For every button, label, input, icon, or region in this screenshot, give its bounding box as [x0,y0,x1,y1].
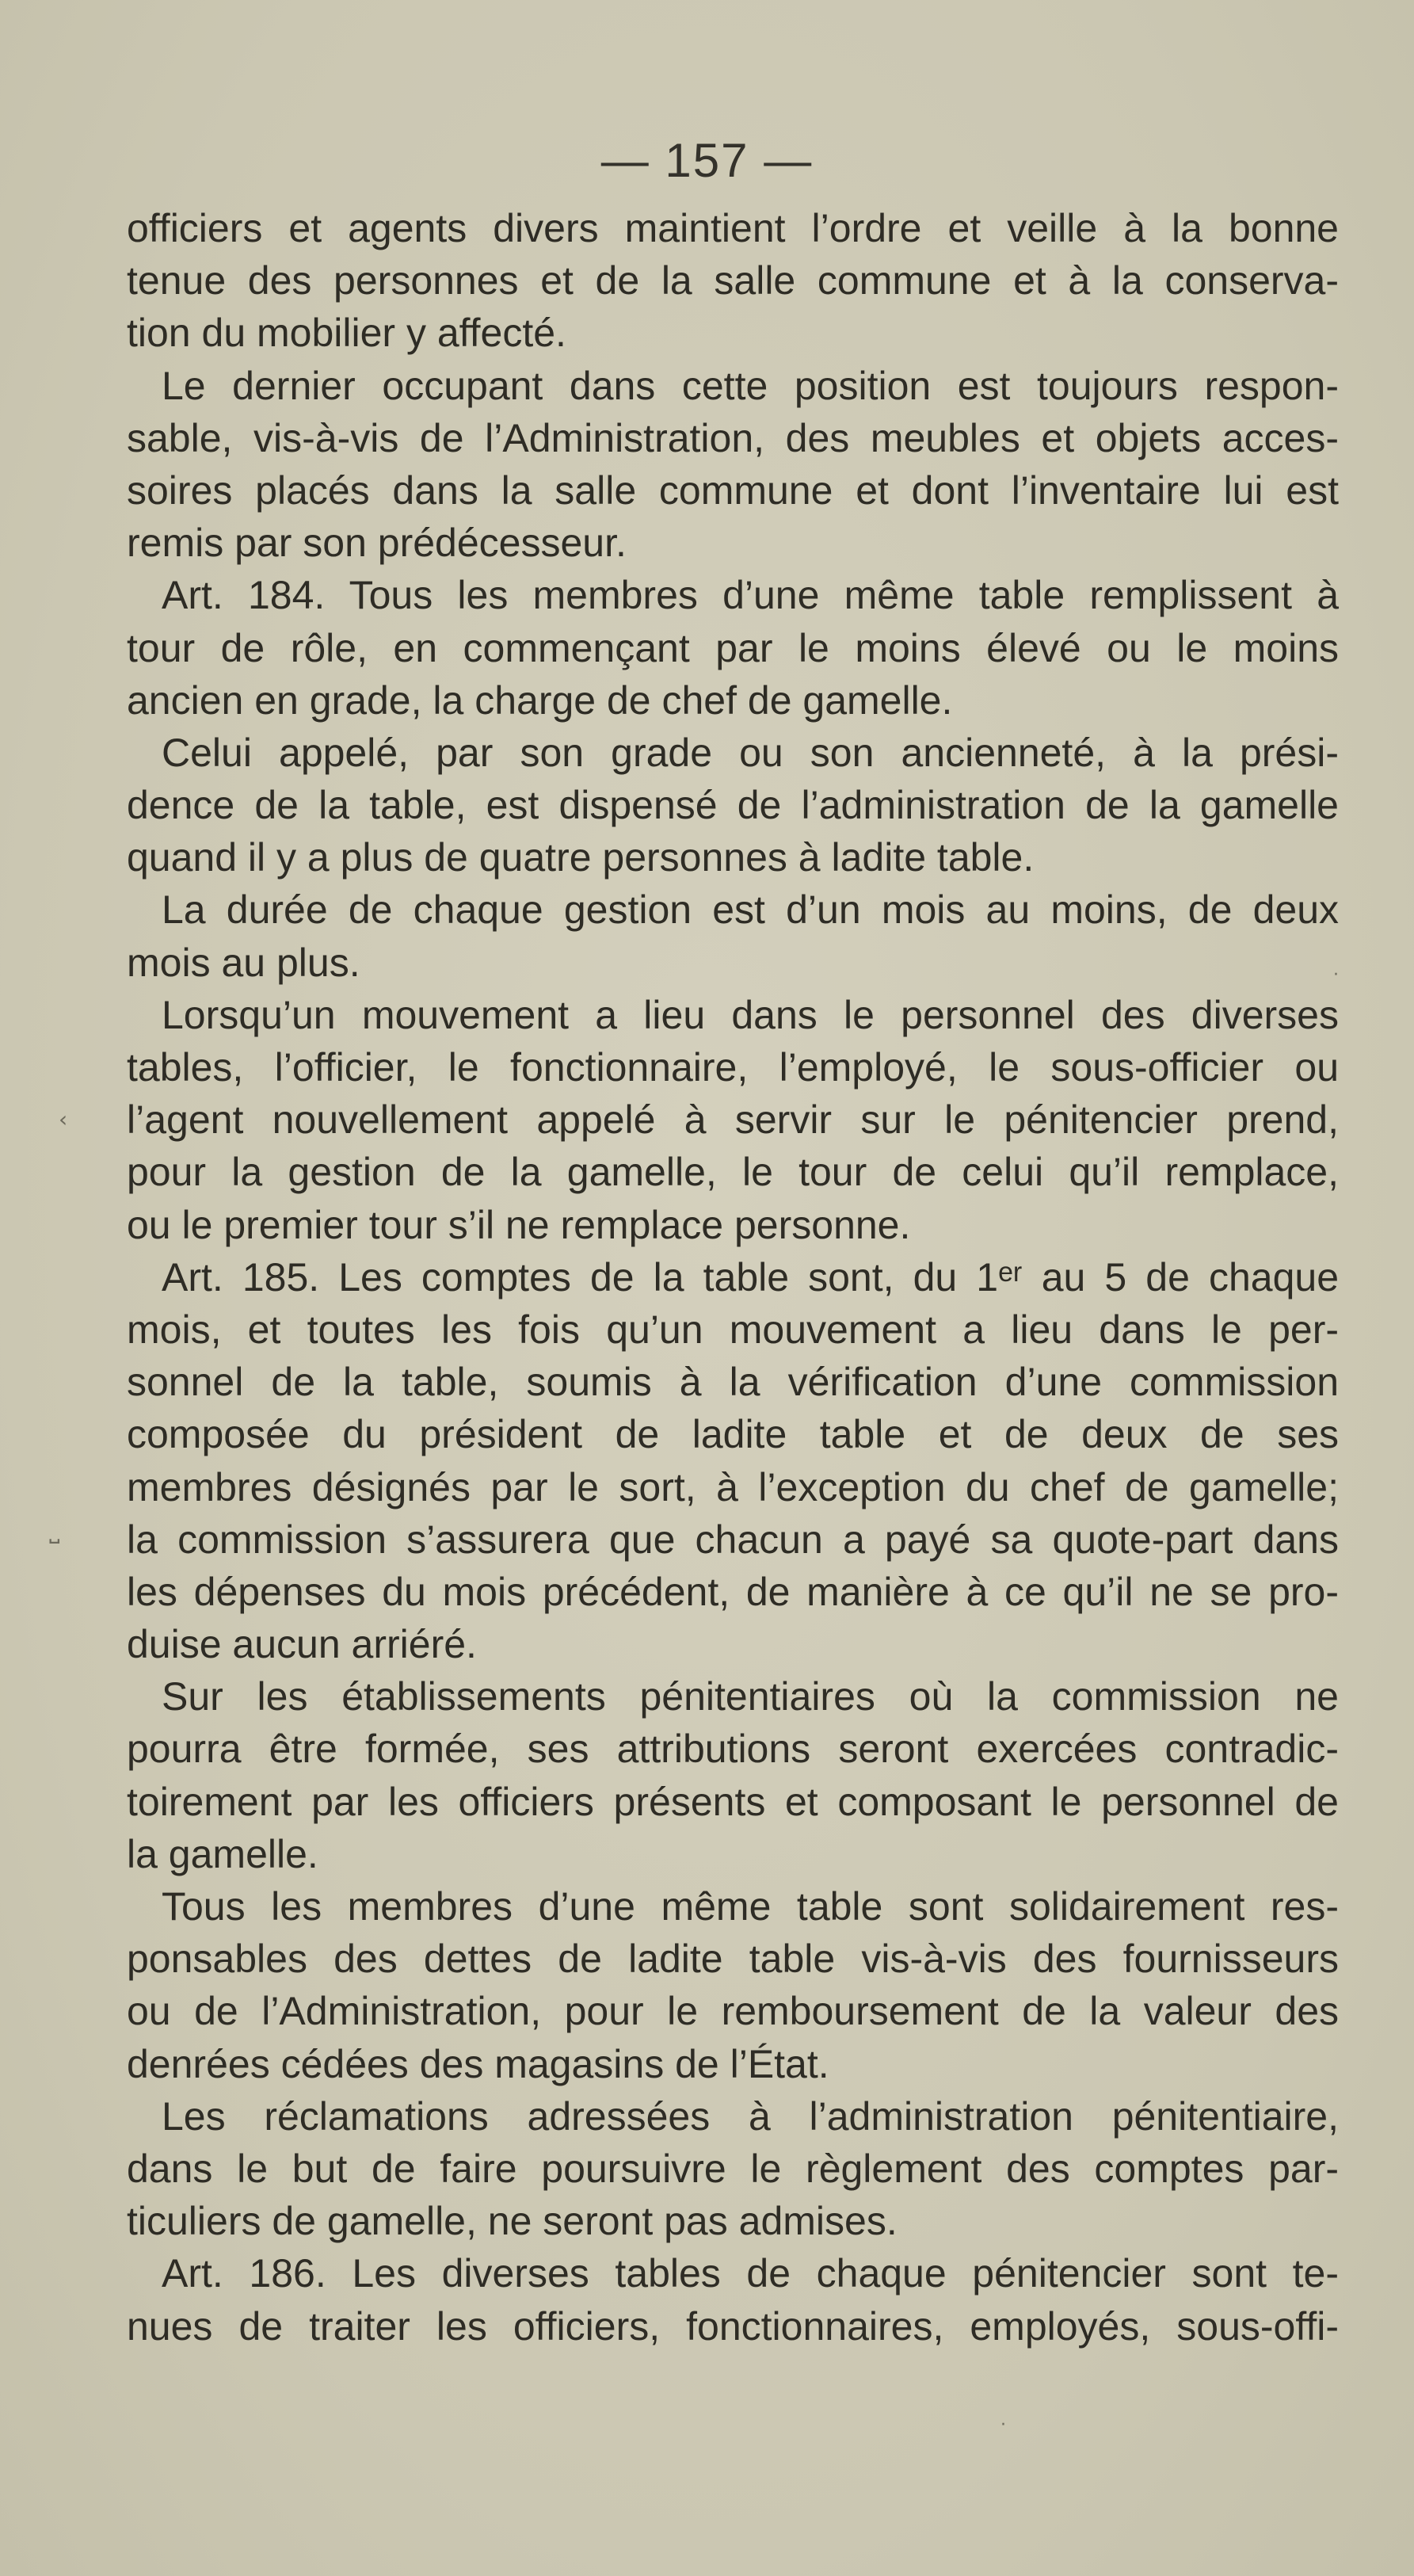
text-line: ancien en grade, la charge de chef de gamelle. [127,677,953,723]
page-number: — 157 — [600,134,814,187]
text-line: denrées cédées des magasins de l’État. [127,2041,829,2086]
text-line: dence de la table, est dispensé de l’administration de la gamelle [127,783,1339,828]
text-line: sable, vis-à-vis de l’Administration, des meubles et objets acces- [127,415,1339,460]
text-line: Lorsqu’un mouvement a lieu dans le personnel des diverses [162,992,1339,1037]
speck-mark: · [1000,2415,1006,2435]
text-line: la commission s’assurera que chacun a payé sa quote-part dans [127,1517,1339,1562]
text-line: Le dernier occupant dans cette position est toujours respon- [162,363,1339,408]
text-line: Art. 184. Tous les membres d’une même table remplissent à [162,573,1339,618]
text-line: membres désignés par le sort, à l’exception du chef de gamelle; [127,1464,1339,1509]
text-line: pour la gestion de la gamelle, le tour de celui qu’il remplace, [127,1150,1339,1195]
text-line: pourra être formée, ses attributions seront exercées contradic- [127,1727,1339,1772]
text-line: La durée de chaque gestion est d’un mois au moins, de deux [162,887,1339,933]
text-line: ou le premier tour s’il ne remplace personne. [127,1202,911,1247]
text-line: tenue des personnes et de la salle commune et à la conserva- [127,258,1339,303]
text-line: Les réclamations adressées à l’administration pénitentiaire, [162,2093,1339,2139]
text-line: Art. 185. Les comptes de la table sont, du 1ᵉʳ au 5 de chaque [162,1254,1339,1299]
speck-mark: ˽ [49,1513,60,1545]
text-line: tables, l’officier, le fonctionnaire, l’employé, le sous-officier ou [127,1045,1339,1090]
text-line: remis par son prédécesseur. [127,521,627,566]
text-line: tour de rôle, en commençant par le moins élevé ou le moins [127,625,1339,670]
text-line: composée du président de ladite table et de deux de ses [127,1412,1339,1457]
text-line: Art. 186. Les diverses tables de chaque pénitencier sont te- [162,2251,1339,2296]
text-line: toirement par les officiers présents et composant le personnel de [127,1779,1339,1824]
body-text [127,202,1339,2353]
text-line: Tous les membres d’une même table sont solidairement res- [162,1884,1339,1929]
text-line: l’agent nouvellement appelé à servir sur le pénitencier prend, [127,1097,1339,1143]
speck-mark: · [1333,965,1339,985]
text-line: soires placés dans la salle commune et dont l’inventaire lui est [127,467,1339,513]
text-line: quand il y a plus de quatre personnes à ladite table. [127,835,1035,880]
speck-mark: ‹ [59,1106,68,1132]
text-line: mois, et toutes les fois qu’un mouvement a lieu dans le per- [127,1307,1339,1352]
text-line: tion du mobilier y affecté. [127,311,566,356]
text-line: dans le but de faire poursuivre le règlement des comptes par- [127,2146,1339,2191]
text-line: Celui appelé, par son grade ou son ancienneté, à la prési- [162,730,1339,775]
text-line: les dépenses du mois précédent, de manière à ce qu’il ne se pro- [127,1569,1339,1614]
text-line: officiers et agents divers maintient l’ordre et veille à la bonne [127,206,1339,250]
text-line: ou de l’Administration, pour le remboursement de la valeur des [127,1989,1339,2034]
text-line: mois au plus. [127,940,360,985]
text-line: ticuliers de gamelle, ne seront pas admises. [127,2199,898,2244]
text-line: nues de traiter les officiers, fonctionnaires, employés, sous-offi- [127,2303,1339,2349]
text-line: Sur les établissements pénitentiaires où la commission ne [162,1674,1339,1719]
text-line: ponsables des dettes de ladite table vis-à-vis des fournisseurs [127,1937,1339,1982]
text-line: sonnel de la table, soumis à la vérification d’une commission [127,1360,1339,1405]
text-line: duise aucun arriéré. [127,1622,477,1667]
text-line: la gamelle. [127,1831,318,1876]
